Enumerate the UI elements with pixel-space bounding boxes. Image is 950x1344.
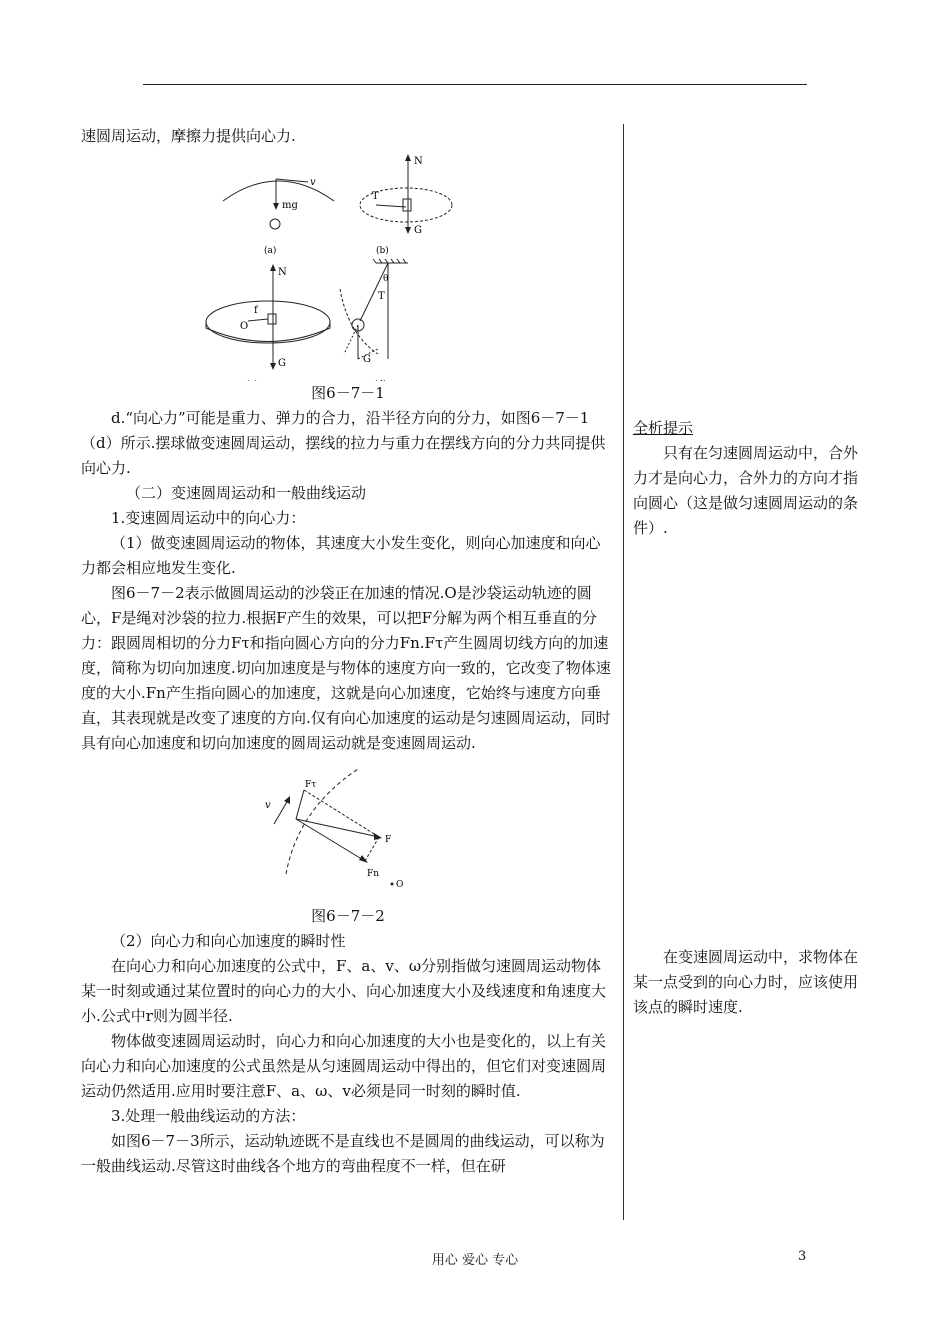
svg-text:F: F <box>385 835 392 845</box>
svg-text:Fτ: Fτ <box>305 780 317 790</box>
svg-text:mg: mg <box>282 200 298 211</box>
margin-note-text: 只有在匀速圆周运动中，合外力才是向心力，合外力的方向才指向圆心（这是做匀速圆周运动的条件）. <box>633 444 859 537</box>
paragraph: 物体做变速圆周运动时，向心力和向心加速度的大小也是变化的，以上有关向心力和向心加速度的公式虽然是从匀速圆周运动中得出的，但它们对变速圆周运动仍然适用.应用时要注意F、a、ω、v必须是同一时刻的瞬时值. <box>81 1032 607 1100</box>
svg-text:G: G <box>414 225 422 236</box>
margin-note-2 <box>633 945 869 1020</box>
column-divider <box>623 124 624 1220</box>
section-heading: （二）变速圆周运动和一般曲线运动 <box>126 484 367 502</box>
page-number: 3 <box>798 1249 807 1264</box>
paragraph: d.“向心力”可能是重力、弹力的合力，沿半径方向的分力，如图6－7－1（d）所示.摆球做变速圆周运动，摆线的拉力与重力在摆线方向的分力共同提供向心力. <box>81 409 606 477</box>
svg-text:N: N <box>414 156 423 167</box>
paragraph: 在向心力和向心加速度的公式中，F、a、v、ω分别指做匀速圆周运动物体某一时刻或通过某位置时的向心力的大小、向心加速度大小及线速度和角速度大小.公式中r则为圆半径. <box>81 957 607 1025</box>
figure-label-c <box>246 379 258 381</box>
svg-text:O: O <box>240 321 249 332</box>
svg-text:v: v <box>265 800 271 811</box>
svg-text:θ: θ <box>383 274 389 284</box>
subsection-heading: 3.处理一般曲线运动的方法： <box>111 1107 306 1125</box>
svg-text:Fn: Fn <box>367 869 380 879</box>
header-rule <box>143 84 807 85</box>
paragraph: 速圆周运动，摩擦力提供向心力. <box>81 127 296 145</box>
figure-6-7-2 <box>248 764 448 904</box>
figure-label-b: (b) <box>376 246 389 256</box>
svg-text:G: G <box>363 354 371 365</box>
footer-slogan: 用心 爱心 专心 <box>431 1253 519 1268</box>
svg-text:T: T <box>372 191 379 202</box>
svg-text:v: v <box>310 177 316 188</box>
svg-text:O: O <box>396 880 404 890</box>
svg-text:f: f <box>254 305 258 316</box>
margin-note-title: 全析提示 <box>633 419 694 437</box>
subsection-heading: 1.变速圆周运动中的向心力： <box>111 509 306 527</box>
paragraph: 如图6－7－3所示，运动轨迹既不是直线也不是圆周的曲线运动，可以称为一般曲线运动.尽管这时曲线各个地方的弯曲程度不一样，但在研 <box>81 1132 605 1175</box>
paragraph: 图6－7－2表示做圆周运动的沙袋正在加速的情况.O是沙袋运动轨迹的圆心，F是绳对沙袋的拉力.根据F产生的效果，可以把F分解为两个相互垂直的分力：跟圆周相切的分力Fτ和指向圆心方向的分力Fn.Fτ产生圆周切线方向的加速度，简称为切向加速度.切向加速度是与物体的速度方向一致的，它改变了物体速度的大小.Fn产生指向圆心的加速度，这就是向心加速度，它始终与速度方向垂直，其表现就是改变了速度的方向.仅有向心加速度的运动是匀速圆周运动，同时具有向心加速度和切向加速度的圆周运动就是变速圆周运动. <box>81 584 611 752</box>
margin-note-1 <box>633 416 869 541</box>
subsection-heading: （2）向心力和向心加速度的瞬时性 <box>111 932 346 950</box>
paragraph: （1）做变速圆周运动的物体，其速度大小发生变化，则向心加速度和向心力都会相应地发生变化. <box>81 534 601 577</box>
svg-text:G: G <box>278 358 286 369</box>
svg-text:N: N <box>278 267 287 278</box>
margin-note-text: 在变速圆周运动中，求物体在某一点受到的向心力时，应该使用该点的瞬时速度. <box>633 948 859 1016</box>
figure-label-a: (a) <box>264 246 277 256</box>
figure-caption: 图6－7－1 <box>311 384 385 402</box>
figure-6-7-1 <box>198 149 498 381</box>
figure-caption: 图6－7－2 <box>311 907 385 925</box>
main-column <box>81 124 615 1179</box>
svg-text:T: T <box>378 291 385 302</box>
